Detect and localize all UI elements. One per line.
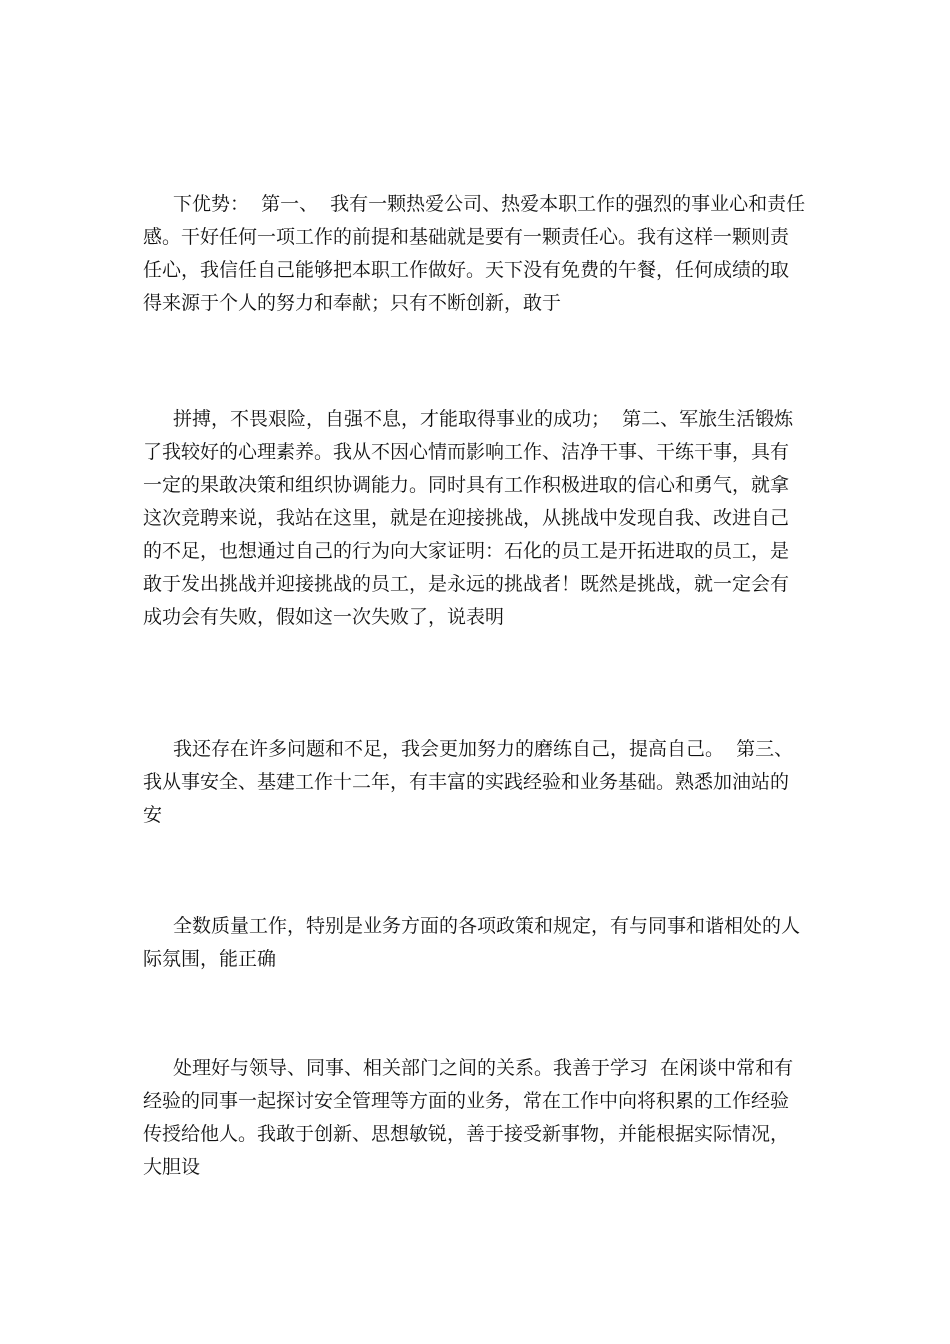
paragraph-line: 我从事安全、基建工作十二年，有丰富的实践经验和业务基础。熟悉加油站的 — [143, 771, 790, 793]
paragraph-line: 感。干好任何一项工作的前提和基础就是要有一颗责任心。我有这样一颗则责 — [143, 226, 790, 248]
paragraph-2 — [143, 403, 815, 634]
paragraph-line: 了我较好的心理素养。我从不因心情而影响工作、洁净干事、干练干事，具有 — [143, 441, 790, 463]
paragraph-line: 拼搏，不畏艰险，自强不息，才能取得事业的成功； 第二、军旅生活锻炼 — [173, 408, 794, 430]
paragraph-line: 我还存在许多问题和不足，我会更加努力的磨练自己，提高自己。 第三、 — [173, 738, 794, 760]
paragraph-line: 大胆设 — [143, 1156, 201, 1178]
paragraph-line: 这次竞聘来说，我站在这里，就是在迎接挑战，从挑战中发现自我、改进自己 — [143, 507, 790, 529]
paragraph-4 — [143, 910, 815, 976]
paragraph-line: 际氛围，能正确 — [143, 948, 277, 970]
paragraph-line: 传授给他人。我敢于创新、思想敏锐，善于接受新事物，并能根据实际情况， — [143, 1123, 790, 1145]
paragraph-1 — [143, 188, 815, 320]
paragraph-line: 全数质量工作，特别是业务方面的各项政策和规定，有与同事和谐相处的人 — [173, 915, 801, 937]
paragraph-3 — [143, 733, 815, 832]
paragraph-line: 的不足，也想通过自己的行为向大家证明：石化的员工是开拓进取的员工，是 — [143, 540, 790, 562]
paragraph-line: 安 — [143, 804, 163, 826]
paragraph-line: 下优势： 第一、 我有一颗热爱公司、热爱本职工作的强烈的事业心和责任 — [173, 193, 806, 215]
paragraph-line: 经验的同事一起探讨安全管理等方面的业务，常在工作中向将积累的工作经验 — [143, 1090, 790, 1112]
paragraph-line: 一定的果敢决策和组织协调能力。同时具有工作积极进取的信心和勇气，就拿 — [143, 474, 790, 496]
paragraph-line: 处理好与领导、同事、相关部门之间的关系。我善于学习 在闲谈中常和有 — [173, 1057, 794, 1079]
paragraph-line: 得来源于个人的努力和奉献；只有不断创新，敢于 — [143, 292, 562, 314]
paragraph-line: 任心，我信任自己能够把本职工作做好。天下没有免费的午餐，任何成绩的取 — [143, 259, 790, 281]
paragraph-line: 敢于发出挑战并迎接挑战的员工，是永远的挑战者！既然是挑战，就一定会有 — [143, 573, 790, 595]
paragraph-5 — [143, 1052, 815, 1184]
paragraph-line: 成功会有失败，假如这一次失败了，说表明 — [143, 606, 505, 628]
